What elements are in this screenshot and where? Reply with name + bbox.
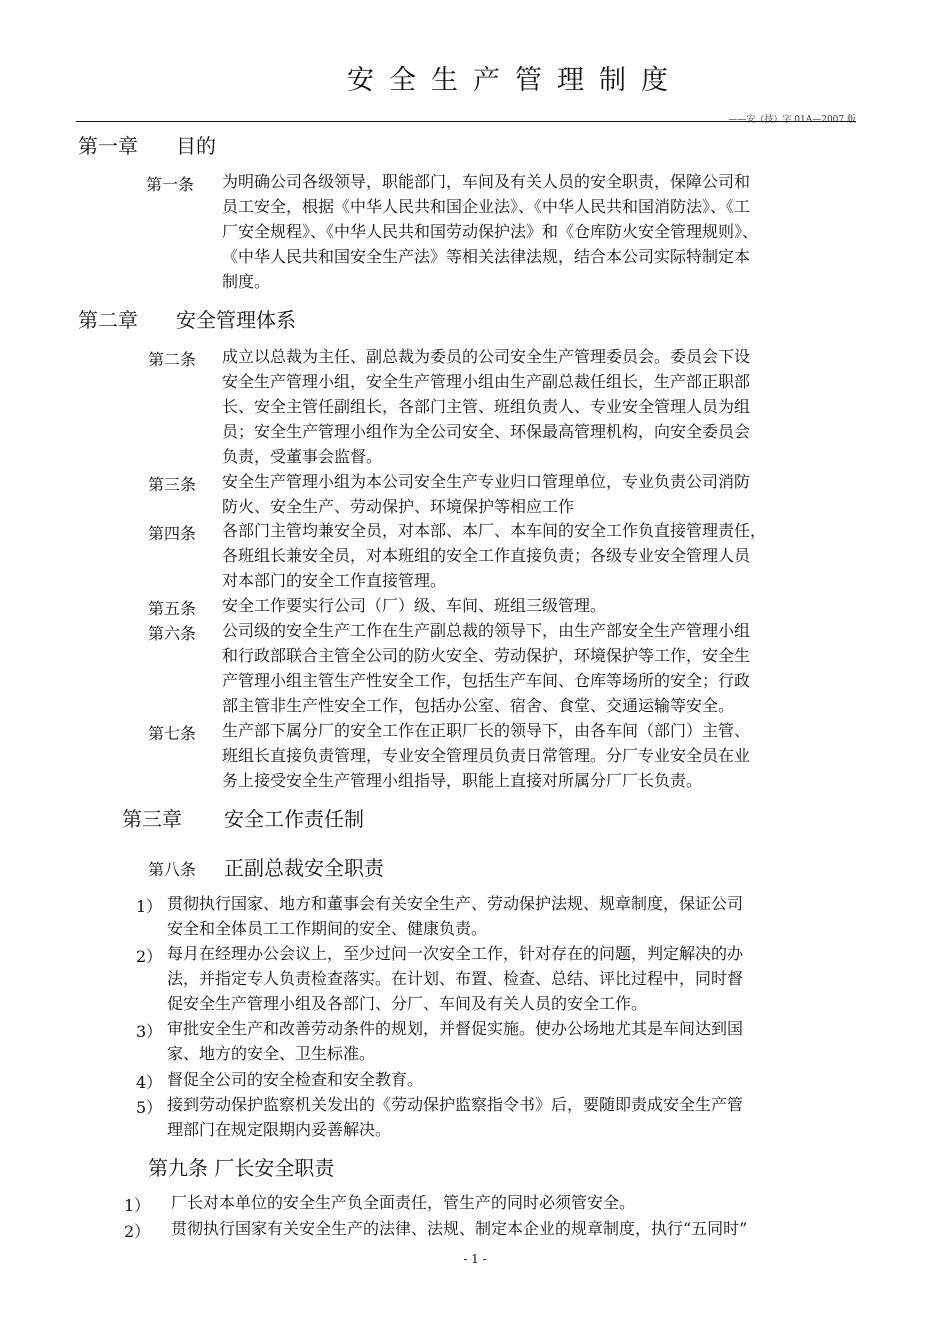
section-title: 厂长安全职责	[214, 1156, 335, 1180]
section-heading	[148, 852, 384, 881]
article-line: 对本部门的安全工作直接管理。	[222, 571, 447, 590]
list-item-line: 安全和全体员工工作期间的安全、健康负责。	[167, 919, 488, 938]
list-item-number: 2）	[124, 1222, 151, 1241]
article-line: 生产部下属分厂的安全工作在正职厂长的领导下，由各车间（部门）主管、	[222, 721, 751, 740]
list-item-line: 审批安全生产和改善劳动条件的规划，并督促实施。使办公场地尤其是车间达到国	[167, 1019, 744, 1038]
chapter-number: 第三章	[122, 807, 182, 831]
article-line: 部主管非生产性安全工作，包括办公室、宿舍、食堂、交通运输等安全。	[222, 696, 735, 715]
chapter-heading	[122, 803, 364, 832]
article-line: 制度。	[222, 272, 271, 291]
list-item-number: 3）	[136, 1022, 163, 1041]
list-item-line: 家、地方的安全、卫生标准。	[167, 1044, 376, 1063]
list-item-number: 4）	[136, 1073, 163, 1092]
list-item-line: 促安全生产管理小组及各部门、分厂、车间及有关人员的安全工作。	[167, 994, 648, 1013]
article-line: 公司级的安全生产工作在生产副总裁的领导下，由生产部安全生产管理小组	[222, 621, 751, 640]
list-item-line: 督促全公司的安全检查和安全教育。	[167, 1070, 424, 1089]
chapter-title: 安全管理体系	[176, 308, 296, 332]
article-line: 安全工作要实行公司（厂）级、车间、班组三级管理。	[222, 596, 607, 615]
chapter-heading	[78, 304, 296, 333]
chapter-title: 目的	[176, 134, 216, 158]
article-label: 第六条	[148, 624, 197, 643]
list-item-number: 5）	[136, 1098, 163, 1117]
article-line: 《中华人民共和国安全生产法》等相关法律法规，结合本公司实际特制定本	[222, 247, 751, 266]
section-title: 正副总裁安全职责	[224, 856, 384, 880]
chapter-number: 第二章	[78, 308, 138, 332]
article-line: 防火、安全生产、劳动保护、环境保护等相应工作	[222, 497, 575, 516]
list-item-line: 贯彻执行国家有关安全生产的法律、法规、制定本企业的规章制度，执行“五同时”	[171, 1219, 748, 1238]
article-line: 各部门主管均兼安全员，对本部、本厂、本车间的安全工作负直接管理责任，	[222, 521, 767, 540]
list-item-line: 法，并指定专人负责检查落实。在计划、布置、检查、总结、评比过程中，同时督	[167, 969, 744, 988]
article-line: 成立以总裁为主任、副总裁为委员的公司安全生产管理委员会。委员会下设	[222, 347, 751, 366]
page-title: 安全生产管理制度	[347, 65, 683, 96]
article-label: 第七条	[148, 724, 197, 743]
article-line: 长、安全主管任副组长，各部门主管、班组负责人、专业安全管理人员为组	[222, 397, 751, 416]
article-line: 员工安全，根据《中华人民共和国企业法》、《中华人民共和国消防法》、《工	[222, 197, 751, 216]
article-line: 员；安全生产管理小组作为全公司安全、环保最高管理机构，向安全委员会	[222, 422, 751, 441]
document-code: ——安（技）字 01A—2007 版	[728, 115, 856, 125]
page-number: - 1 -	[463, 1252, 487, 1266]
article-label: 第一条	[146, 175, 195, 194]
chapter-number: 第一章	[78, 134, 138, 158]
article-line: 负责，受董事会监督。	[222, 447, 383, 466]
article-label: 第八条	[148, 860, 197, 879]
article-label: 第二条	[148, 350, 197, 369]
article-line: 为明确公司各级领导，职能部门，车间及有关人员的安全职责，保障公司和	[222, 172, 751, 191]
article-line: 和行政部联合主管全公司的防火安全、劳动保护，环境保护等工作，安全生	[222, 646, 751, 665]
article-line: 安全生产管理小组为本公司安全生产专业归口管理单位，专业负责公司消防	[222, 472, 751, 491]
chapter-heading	[78, 130, 216, 159]
list-item-line: 贯彻执行国家、地方和董事会有关安全生产、劳动保护法规、规章制度，保证公司	[167, 894, 744, 913]
list-item-number: 2）	[136, 947, 163, 966]
section-heading	[148, 1152, 334, 1181]
list-item-line: 每月在经理办公会议上，至少过问一次安全工作，针对存在的问题，判定解决的办	[167, 944, 744, 963]
list-item-line: 厂长对本单位的安全生产负全面责任，管生产的同时必须管安全。	[171, 1193, 636, 1212]
list-item-line: 理部门在规定限期内妥善解决。	[167, 1120, 392, 1139]
article-line: 厂安全规程》、《中华人民共和国劳动保护法》和《仓库防火安全管理规则》、	[222, 222, 759, 241]
article-line: 各班组长兼安全员，对本班组的安全工作直接负责；各级专业安全管理人员	[222, 546, 751, 565]
article-line: 务上接受安全生产管理小组指导，职能上直接对所属分厂厂长负责。	[222, 771, 703, 790]
list-item-number: 1）	[136, 897, 163, 916]
article-line: 安全生产管理小组，安全生产管理小组由生产副总裁任组长，生产部正职部	[222, 372, 751, 391]
article-label: 第九条	[148, 1156, 208, 1180]
article-line: 班组长直接负责管理，专业安全管理员负责日常管理。分厂专业安全员在业	[222, 746, 751, 765]
list-item-number: 1）	[124, 1196, 151, 1215]
chapter-title: 安全工作责任制	[224, 807, 364, 831]
article-label: 第三条	[148, 475, 197, 494]
article-line: 产管理小组主管生产性安全工作，包括生产车间、仓库等场所的安全；行政	[222, 671, 751, 690]
article-label: 第五条	[148, 599, 197, 618]
article-label: 第四条	[148, 524, 197, 543]
header-rule	[76, 121, 856, 122]
list-item-line: 接到劳动保护监察机关发出的《劳动保护监察指令书》后，要随即责成安全生产管	[167, 1095, 744, 1114]
